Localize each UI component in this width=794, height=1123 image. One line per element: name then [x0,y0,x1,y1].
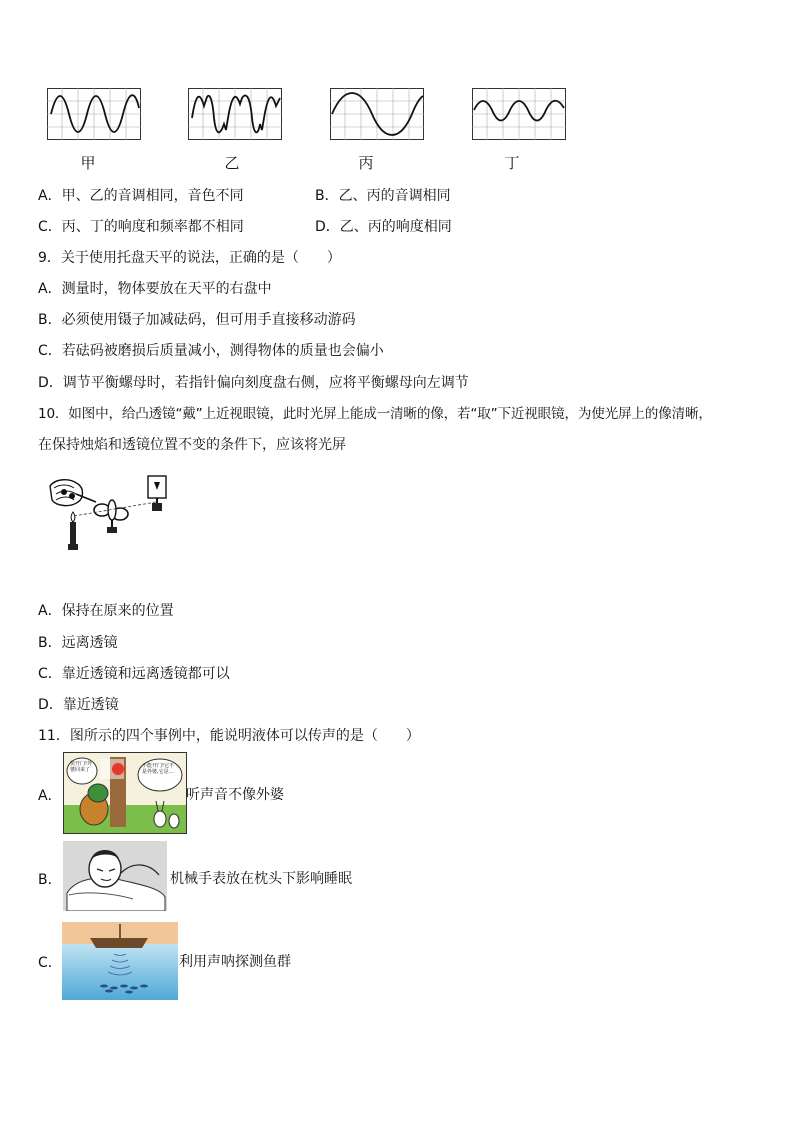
q10-option-b: B．远离透镜 [38,635,118,651]
waveform-ding [472,88,566,140]
cartoon-wolf-rabbit-image [63,752,187,834]
q11-option-b-letter: B． [38,872,62,888]
wave-label-jia: 甲 [80,154,96,172]
wave-label-ding: 丁 [504,154,520,172]
q8-option-c: C．丙、丁的响度和频率都不相同 [38,219,244,235]
q11-option-b-text: 机械手表放在枕头下影响睡眠 [170,871,352,887]
wave-label-yi: 乙 [224,154,240,172]
cartoon-bubble-left-text: 快开门!外婆回来了 [70,761,93,773]
waveform-bing [330,88,424,140]
q11-option-c-text: 利用声呐探测鱼群 [179,954,291,970]
sonar-fish-image [62,922,178,1000]
q9-option-a: A．测量时，物体要放在天平的右盘中 [38,281,272,297]
q10-option-a: A．保持在原来的位置 [38,603,174,619]
wave-label-bing: 丙 [358,154,374,172]
q9-option-d: D．调节平衡螺母时，若指针偏向刻度盘右侧，应将平衡螺母向左调节 [38,375,469,391]
waveform-yi [188,88,282,140]
lens-experiment-figure [44,472,174,556]
cartoon-bubble-right-text: 不能开门!它不是外婆,它是… [142,763,175,775]
q10-option-c: C．靠近透镜和远离透镜都可以 [38,666,230,682]
q11-option-a-letter: A． [38,788,62,804]
q11-option-c-letter: C． [38,955,62,971]
sleeping-man-image [63,841,167,911]
q9-stem: 9．关于使用托盘天平的说法，正确的是（ ） [38,250,341,266]
waveform-jia [47,88,141,140]
q10-stem-line1: 10．如图中，给凸透镜“戴”上近视眼镜，此时光屏上能成一清晰的像，若“取”下近视眼镜，为使光屏上的像清晰， [38,406,712,422]
q9-option-b: B．必须使用镊子加减砝码，但可用手直接移动游码 [38,312,356,328]
q8-option-a: A．甲、乙的音调相同，音色不同 [38,188,244,204]
q11-option-a-text: 听声音不像外婆 [186,787,284,803]
q8-option-b: B．乙、丙的音调相同 [315,188,451,204]
q9-option-c: C．若砝码被磨损后质量减小，测得物体的质量也会偏小 [38,343,384,359]
q8-option-d: D．乙、丙的响度相同 [315,219,452,235]
q11-stem: 11．图所示的四个事例中，能说明液体可以传声的是（ ） [38,728,420,744]
q10-option-d: D．靠近透镜 [38,697,119,713]
q10-stem-line2: 在保持烛焰和透镜位置不变的条件下，应该将光屏 [38,437,346,453]
